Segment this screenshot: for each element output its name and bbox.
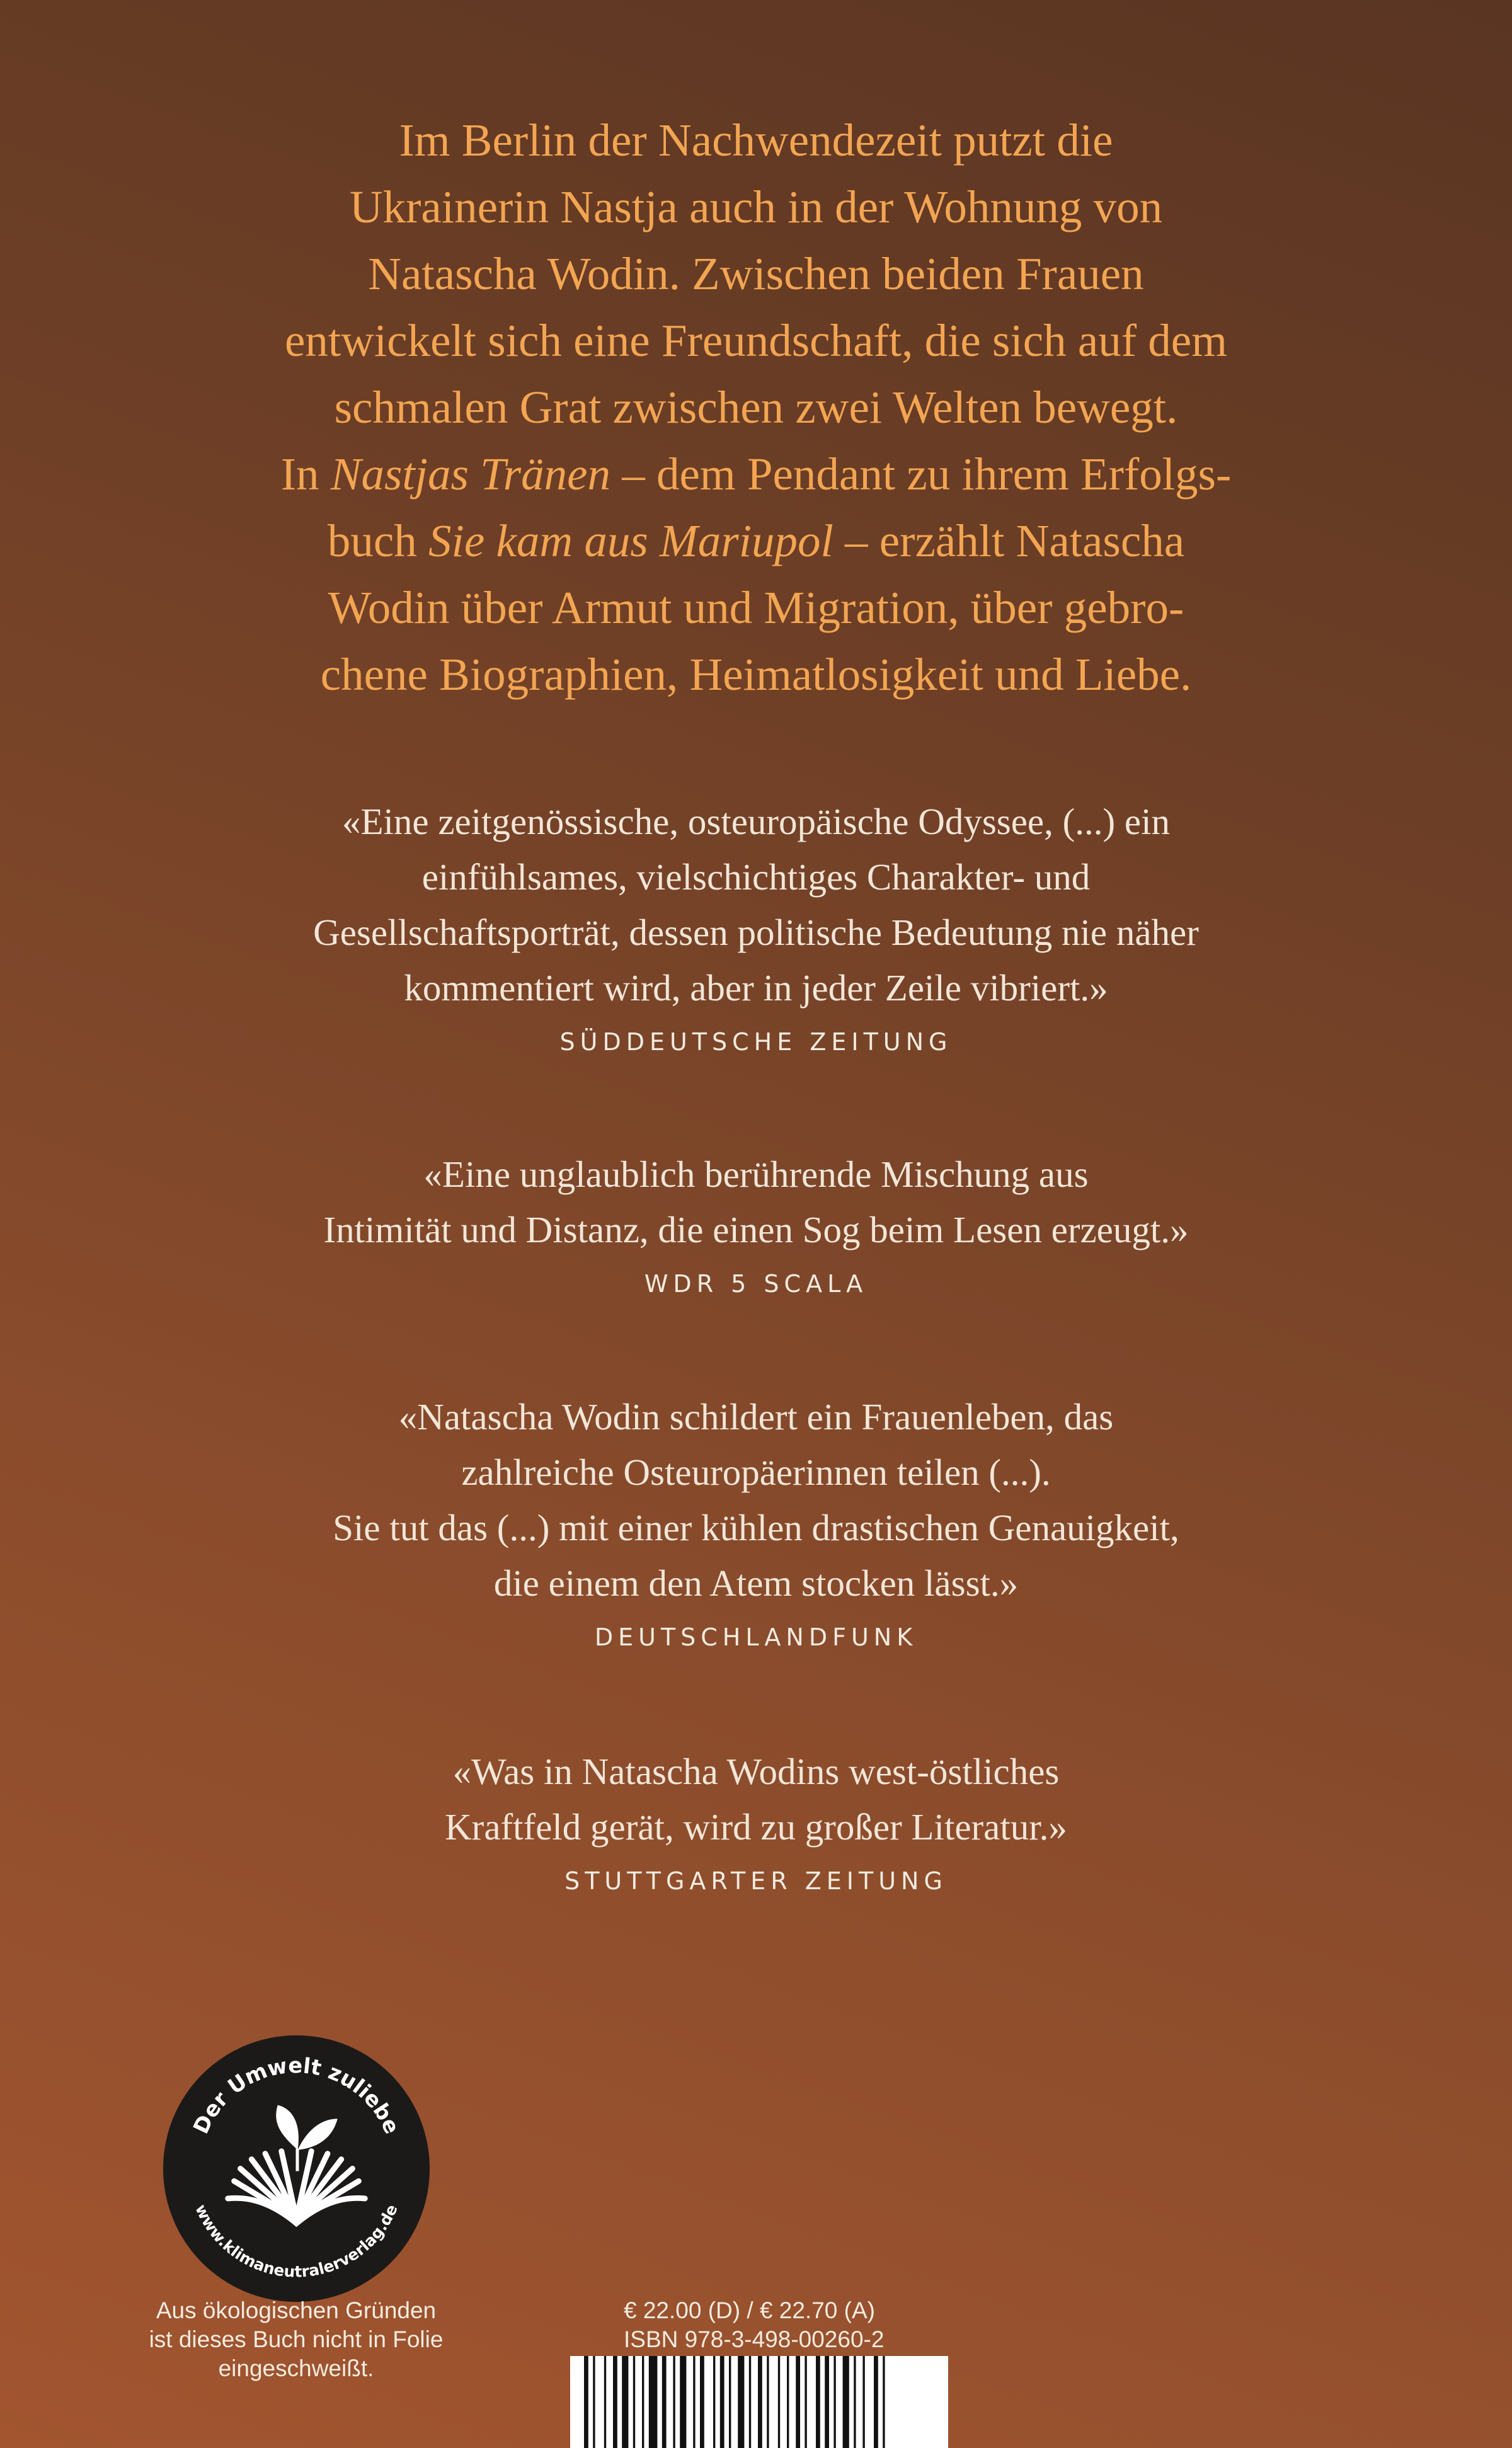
eco-packaging-note: [107, 2296, 485, 2383]
quote-line: Intimität und Distanz, die einen Sog beim Lesen erzeugt.»: [323, 1209, 1189, 1250]
book-blurb: [189, 107, 1323, 708]
barcode-bar: [883, 2356, 885, 2448]
quote-line: «Natascha Wodin schildert ein Frauenleben, das: [398, 1396, 1114, 1438]
blurb-line: chene Biographien, Heimatlosigkeit und Liebe.: [320, 649, 1192, 700]
barcode-bar: [862, 2356, 864, 2448]
barcode-bar: [713, 2356, 715, 2448]
seal-bottom-text: www.klimaneutralerverlag.de: [192, 2201, 401, 2281]
quote-line: «Eine zeitgenössische, osteuropäische Odyssee, (...) ein: [342, 801, 1170, 842]
blurb-line: [189, 508, 1323, 575]
barcode-bar: [662, 2356, 667, 2448]
blurb-text: – erzählt Natascha: [833, 515, 1185, 566]
blurb-text: – dem Pendant zu ihrem Erfolgs-: [610, 449, 1232, 500]
eco-note-line: ist dieses Buch nicht in Folie: [149, 2326, 444, 2352]
barcode-bar: [767, 2356, 769, 2448]
barcode-bar: [843, 2356, 849, 2448]
barcode-bar: [633, 2356, 635, 2448]
blurb-text: In: [280, 449, 331, 500]
quote-line: Sie tut das (...) mit einer kühlen drastischen Genauigkeit,: [333, 1507, 1179, 1548]
quote-source: STUTTGARTER ZEITUNG: [564, 1867, 948, 1895]
blurb-line: schmalen Grat zwischen zwei Welten bewegt.: [334, 382, 1178, 433]
barcode-bar: [778, 2356, 780, 2448]
blurb-line: Ukrainerin Nastja auch in der Wohnung von: [349, 181, 1163, 232]
barcode-bar: [673, 2356, 675, 2448]
review-quote-sueddeutsche: [126, 794, 1386, 1056]
quote-line: zahlreiche Osteuropäerinnen teilen (...).: [461, 1451, 1051, 1493]
barcode-bar: [622, 2356, 628, 2448]
quote-source: WDR 5 SCALA: [644, 1270, 868, 1298]
quote-line: die einem den Atem stocken lässt.»: [493, 1562, 1019, 1604]
barcode-bar: [584, 2356, 588, 2448]
barcode-bar: [758, 2356, 762, 2448]
book-title-nastjas-traenen: Nastjas Tränen: [330, 449, 610, 500]
barcode-bar: [720, 2356, 724, 2448]
barcode-bar: [642, 2356, 644, 2448]
quote-source: SÜDDEUTSCHE ZEITUNG: [559, 1028, 953, 1056]
blurb-line: Natascha Wodin. Zwischen beiden Frauen: [368, 248, 1144, 299]
barcode-bar: [613, 2356, 617, 2448]
review-quote-wdr5: [126, 1147, 1386, 1298]
book-title-sie-kam-aus-mariupol: Sie kam aus Mariupol: [428, 515, 833, 566]
eco-note-line: Aus ökologischen Gründen: [156, 2297, 437, 2323]
blurb-text: buch: [327, 515, 429, 566]
barcode-bar: [816, 2356, 820, 2448]
quote-line: einfühlsames, vielschichtiges Charakter- und: [421, 856, 1091, 898]
barcode-bar: [796, 2356, 800, 2448]
isbn-barcode: [570, 2356, 948, 2448]
barcode-bar: [805, 2356, 806, 2448]
barcode-bar: [749, 2356, 751, 2448]
price-label: € 22.00 (D) / € 22.70 (A): [624, 2297, 875, 2323]
quote-line: Kraftfeld gerät, wird zu großer Literatur.»: [445, 1806, 1067, 1848]
seal-graphic: [159, 2032, 433, 2306]
quote-line: kommentiert wird, aber in jeder Zeile vibriert.»: [404, 967, 1108, 1009]
barcode-bar: [825, 2356, 829, 2448]
isbn-label: ISBN 978-3-498-00260-2: [624, 2326, 885, 2352]
seal-top-text: Der Umwelt zuliebe: [188, 2053, 404, 2138]
barcode-bar: [700, 2356, 704, 2448]
barcode-bar: [787, 2356, 789, 2448]
blurb-line: Im Berlin der Nachwendezeit putzt die: [399, 115, 1113, 166]
quote-line: Gesellschaftsporträt, dessen politische Bedeutung nie näher: [313, 912, 1199, 953]
barcode-bar: [833, 2356, 835, 2448]
barcode-bar: [680, 2356, 686, 2448]
eco-note-line: eingeschweißt.: [218, 2355, 374, 2381]
barcode-bar: [593, 2356, 595, 2448]
blurb-line: entwickelt sich eine Freundschaft, die sich auf dem: [284, 315, 1227, 366]
quote-line: «Eine unglaublich berührende Mischung aus: [423, 1153, 1089, 1195]
review-quote-deutschlandfunk: [126, 1389, 1386, 1651]
barcode-bars: [570, 2356, 948, 2448]
barcode-bar: [874, 2356, 878, 2448]
barcode-bar: [649, 2356, 658, 2448]
barcode-bar: [729, 2356, 731, 2448]
barcode-bar: [693, 2356, 695, 2448]
blurb-line: [189, 441, 1323, 508]
barcode-bar: [738, 2356, 744, 2448]
review-quote-stuttgarter: [126, 1744, 1386, 1895]
quote-source: DEUTSCHLANDFUNK: [594, 1623, 918, 1651]
quote-line: «Was in Natascha Wodins west-östliches: [452, 1751, 1060, 1792]
blurb-line: Wodin über Armut und Migration, über gebro-: [328, 582, 1184, 633]
price-isbn-block: [624, 2296, 1065, 2354]
barcode-bar: [854, 2356, 856, 2448]
klimaneutral-seal: [159, 2032, 433, 2306]
barcode-bar: [604, 2356, 606, 2448]
